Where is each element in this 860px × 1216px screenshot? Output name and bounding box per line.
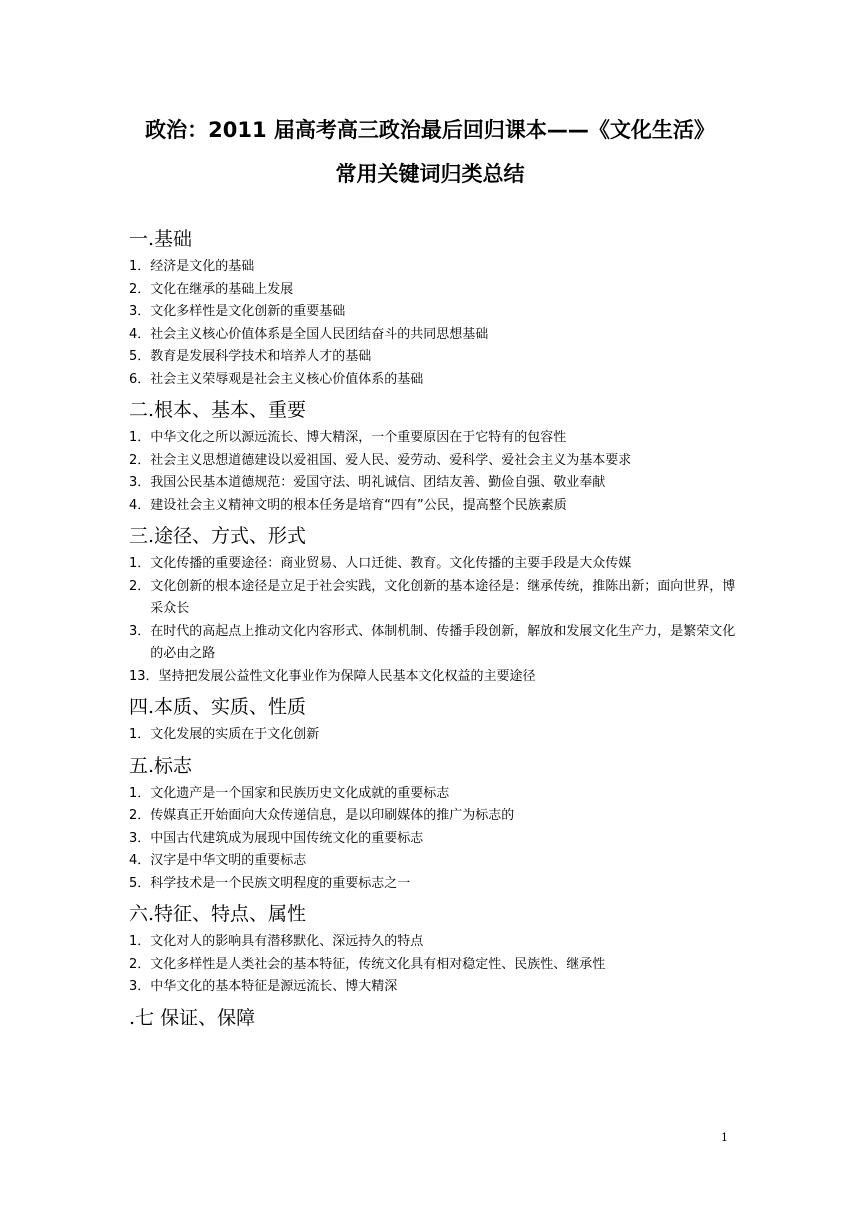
item-list: [129, 256, 739, 391]
item-number: 4．: [129, 497, 151, 513]
item-text: 文化多样性是文化创新的重要基础: [150, 304, 346, 319]
item-text: 社会主义荣辱观是社会主义核心价值体系的基础: [150, 371, 424, 387]
item-list: [129, 724, 739, 747]
section: [129, 897, 739, 1001]
item-text: 社会主义思想道德建设以爱祖国、爱人民、爱劳动、爱科学、爱社会主义为基本要求: [150, 452, 632, 468]
item-text: 经济是文化的基础: [150, 259, 255, 274]
section-heading: 四.本质、实质、性质: [129, 696, 307, 718]
section: [129, 519, 739, 690]
item-number: 1．: [129, 259, 151, 274]
item-text: 汉字是中华文明的重要标志: [150, 853, 307, 868]
list-item: [129, 621, 739, 666]
list-item: [129, 850, 739, 873]
item-number: 3．: [129, 475, 151, 490]
list-item: [129, 873, 739, 896]
list-item: [129, 976, 739, 999]
section: [129, 1001, 739, 1035]
section-heading: 三.途径、方式、形式: [129, 525, 307, 547]
item-text: 社会主义核心价值体系是全国人民团结奋斗的共同思想基础: [150, 326, 489, 342]
item-list: [129, 553, 739, 688]
item-number: 3．: [129, 830, 151, 846]
list-item: [129, 301, 739, 324]
item-number: 1．: [129, 556, 151, 571]
item-number: 5．: [129, 349, 151, 364]
item-text: 科学技术是一个民族文明程度的重要标志之一: [150, 875, 411, 891]
list-item: [129, 954, 739, 977]
item-text: 文化多样性是人类社会的基本特征，传统文化具有相对稳定性、民族性、继承性: [150, 956, 606, 972]
section-heading: 五.标志: [129, 754, 193, 777]
list-item: [129, 279, 739, 302]
item-text: 在时代的高起点上推动文化内容形式、体制机制、传播手段创新，解放和发展文化生产力，是繁荣文化的必由之路: [150, 623, 736, 661]
document-body: [129, 222, 739, 1035]
section: [129, 690, 739, 749]
item-number: 2．: [129, 956, 151, 972]
item-text: 坚持把发展公益性文化事业作为保障人民基本文化权益的主要途径: [158, 668, 536, 684]
list-item: [129, 450, 739, 473]
item-number: 3．: [129, 623, 151, 639]
item-number: 2．: [129, 808, 151, 823]
section-heading: 二.根本、基本、重要: [129, 399, 307, 421]
section: [129, 222, 739, 393]
section-heading: 一.基础: [129, 228, 193, 250]
list-item: [129, 495, 739, 518]
item-number: 3．: [129, 979, 151, 994]
section: [129, 393, 739, 519]
page-number: 1: [721, 1131, 728, 1144]
item-number: 1．: [129, 785, 151, 801]
list-item: [129, 553, 739, 576]
item-number: 1．: [129, 934, 151, 949]
item-number: 2．: [129, 281, 151, 297]
item-number: 4．: [129, 853, 151, 868]
item-number: 13．: [129, 668, 159, 684]
item-number: 2．: [129, 452, 151, 468]
item-number: 5．: [129, 875, 151, 891]
list-item: [129, 805, 739, 828]
item-list: [129, 427, 739, 517]
list-item: [129, 783, 739, 806]
item-text: 文化传播的重要途径：商业贸易、人口迁徙、教育。文化传播的主要手段是大众传媒: [150, 556, 632, 571]
item-number: 6．: [129, 371, 151, 387]
list-item: [129, 427, 739, 450]
item-text: 中国古代建筑成为展现中国传统文化的重要标志: [150, 830, 424, 846]
item-text: 我国公民基本道德规范：爱国守法、明礼诚信、团结友善、勤俭自强、敬业奉献: [150, 475, 606, 490]
item-text: 文化在继承的基础上发展: [150, 281, 294, 297]
list-item: [129, 724, 739, 747]
item-text: 中华文化之所以源远流长、博大精深，一个重要原因在于它特有的包容性: [150, 430, 567, 445]
list-item: [129, 256, 739, 279]
item-list: [129, 783, 739, 896]
list-item: [129, 828, 739, 851]
item-number: 4．: [129, 326, 151, 342]
list-item: [129, 472, 739, 495]
item-text: 文化对人的影响具有潜移默化、深远持久的特点: [150, 934, 424, 949]
list-item: [129, 346, 739, 369]
item-text: 教育是发展科学技术和培养人才的基础: [150, 349, 372, 364]
section-heading: .七 保证、保障: [129, 1006, 256, 1029]
document-title-line-2: 常用关键词归类总结: [335, 162, 525, 186]
document-title-line-1: 政治：2011 届高考高三政治最后回归课本——《文化生活》: [145, 118, 715, 142]
item-number: 2．: [129, 578, 151, 594]
item-list: [129, 931, 739, 999]
section-heading: 六.特征、特点、属性: [129, 903, 307, 925]
item-text: 文化遗产是一个国家和民族历史文化成就的重要标志: [150, 785, 450, 801]
section: [129, 749, 739, 898]
item-number: 1．: [129, 727, 151, 742]
item-text: 文化创新的根本途径是立足于社会实践，文化创新的基本途径是：继承传统，推陈出新；面向世界，博采众长: [150, 578, 736, 616]
item-number: 1．: [129, 430, 151, 445]
item-number: 3．: [129, 304, 151, 319]
list-item: [129, 369, 739, 392]
list-item: [129, 666, 739, 689]
list-item: [129, 931, 739, 954]
item-text: 中华文化的基本特征是源远流长、博大精深: [150, 979, 398, 994]
list-item: [129, 324, 739, 347]
item-text: 建设社会主义精神文明的根本任务是培育“四有”公民，提高整个民族素质: [150, 497, 567, 513]
item-text: 传媒真正开始面向大众传递信息，是以印刷媒体的推广为标志的: [150, 808, 515, 823]
list-item: [129, 576, 739, 621]
item-text: 文化发展的实质在于文化创新: [150, 727, 320, 742]
